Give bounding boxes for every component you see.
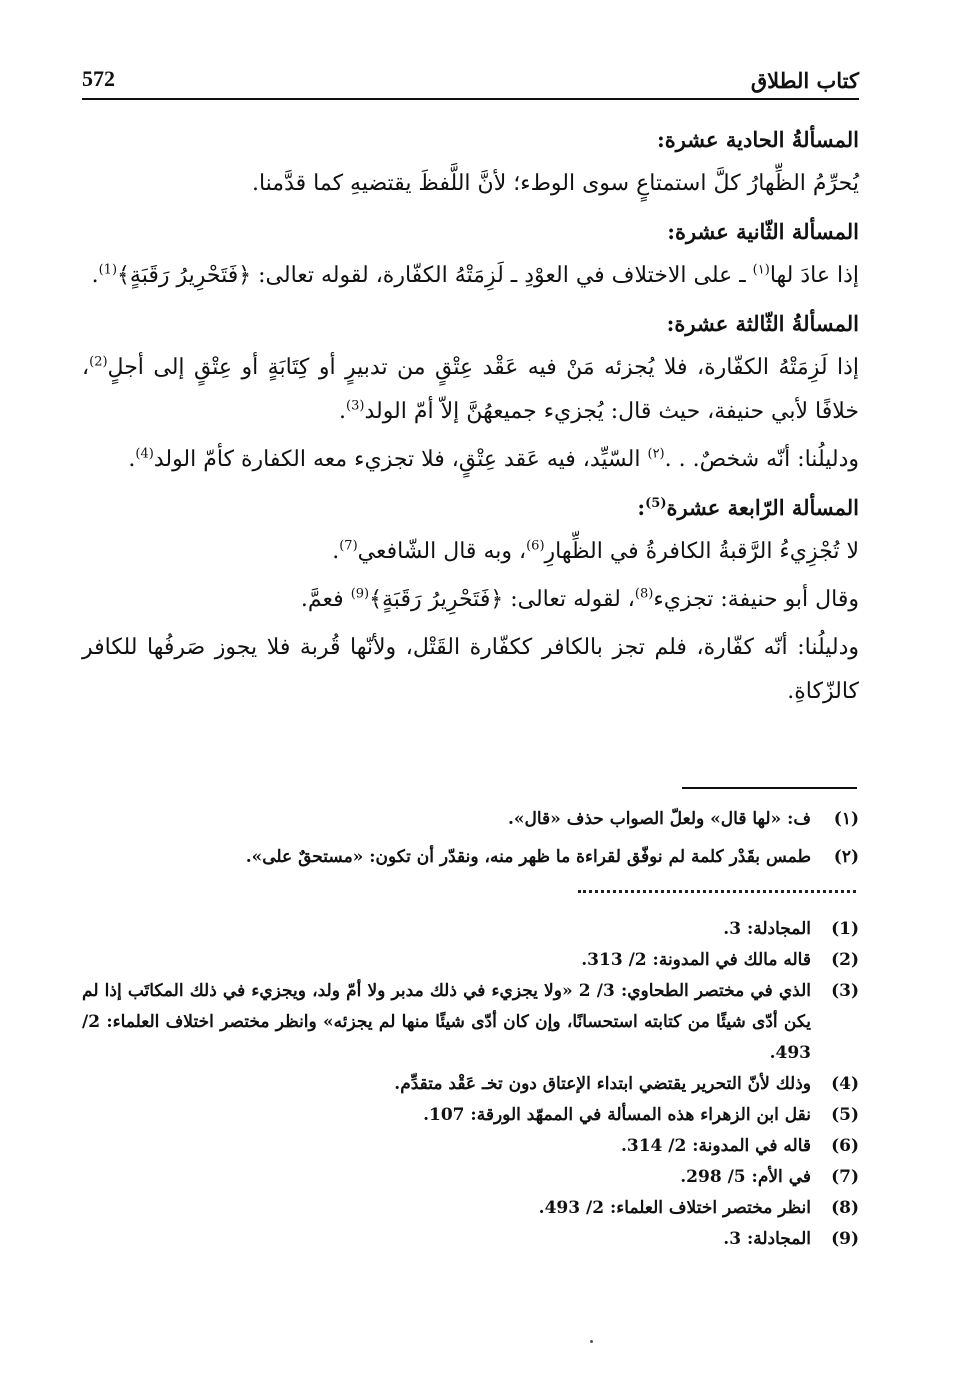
paragraph-13-text-a: إذا لَزِمَتْهُ الكفّارة، فلا يُجزئه مَنْ فيه عَقْد عِتْقٍ من تدبيرٍ أو كِتَابَةٍ أو عِتْقٍ إلى أجلٍ [107, 355, 859, 380]
footnote-number: (3) [831, 981, 859, 1001]
section-heading-13: المسألةُ الثّالثة عشرة: [666, 311, 859, 336]
footnote [82, 1193, 859, 1224]
footnote [82, 1100, 859, 1131]
footnote [82, 1224, 859, 1255]
paragraph-11: يُحرِّمُ الظِّهارُ كلَّ استمتاعٍ سوى الوطء؛ لأنَّ اللَّفظَ يقتضيهِ كما قدَّمنا. [251, 171, 859, 196]
footnote-ref-3: (3) [346, 398, 365, 414]
section-heading-11: المسألةُ الحادية عشرة: [656, 127, 859, 152]
footnote-number: (1) [831, 919, 859, 939]
editor-note-text: ف: «لها قال» ولعلّ الصواب حذف «قال». [507, 809, 811, 829]
abu-hanifa-text-c: فعمَّ. [300, 587, 351, 612]
editor-notes-rule [682, 787, 857, 789]
footnote-number: (8) [831, 1198, 859, 1218]
footnote-ref-6: (6) [526, 538, 545, 554]
footnote-number: (4) [831, 1074, 859, 1094]
footnote-text: قاله مالك في المدونة: 2/ 313. [581, 950, 811, 970]
scan-speck [590, 1340, 593, 1343]
editor-note-number: (٢) [833, 847, 859, 867]
section-heading-14 [82, 486, 859, 530]
editor-note [82, 800, 859, 838]
paragraph-14-text-a: لا تُجْزِيءُ الرَّقبةُ الكافرةُ في الظِّهارِ [544, 539, 859, 564]
paragraph-14-proof: ودليلُنا: أنّه كفّارة، فلم تجز بالكافر ككفّارة القَتْل، ولأنّها قُربة فلا يجوز صَرفُها للكافر كالزّكاةِ. [82, 635, 860, 704]
footnote-text: المجادلة: 3. [723, 919, 811, 939]
paragraph-14 [82, 530, 859, 574]
paragraph-14-text-c: . [332, 539, 340, 564]
paragraph-12-text-a: إذا عادَ لها [769, 263, 859, 288]
paragraph-14-text-b: ، وبه قال الشّافعي [357, 539, 527, 564]
section-heading-12: المسألة الثّانية عشرة: [667, 219, 859, 244]
footnote [82, 945, 859, 976]
footnote-number: (7) [831, 1167, 859, 1187]
paragraph-13-proof [82, 438, 859, 482]
editor-notes [82, 800, 859, 876]
footnote-ref-9: (9) [350, 586, 370, 602]
footnote-number: (2) [831, 950, 859, 970]
section-heading-14-text: المسألة الرّابعة عشرة [666, 495, 859, 520]
proof-text-b: السّيِّد، فيه عَقد عِتْقٍ، فلا تجزيء معه الكفارة كأمّ الولد [153, 447, 648, 472]
footnote-text: نقل ابن الزهراء هذه المسألة في الممهّد الورقة: 107. [423, 1105, 811, 1125]
paragraph-12-text-c: . [91, 263, 99, 288]
footnote-text: المجادلة: 3. [723, 1229, 811, 1249]
abu-hanifa-text-a: وقال أبو حنيفة: تجزيء [653, 587, 859, 612]
paragraph-14-abu-hanifa [82, 578, 859, 622]
proof-text-c: . [128, 447, 136, 472]
paragraph-13-text-c: . [339, 399, 346, 424]
footnote [82, 914, 859, 945]
page-header [82, 60, 859, 100]
header-rule [82, 98, 859, 100]
editor-note [82, 838, 859, 876]
footnote [82, 1162, 859, 1193]
abu-hanifa-text-b: ، لقوله تعالى: ﴿فَتَحْرِيرُ رَقَبَةٍ﴾ [369, 587, 635, 612]
footnote-ref-7: (7) [339, 538, 358, 554]
footnote-text: في الأم: 5/ 298. [680, 1167, 811, 1187]
page-number: 572 [82, 66, 115, 91]
proof-text-a: ودليلُنا: أنّه شخصٌ. . . [664, 447, 859, 472]
paragraph-13 [82, 346, 859, 434]
footnote-text: انظر مختصر اختلاف العلماء: 2/ 493. [538, 1198, 811, 1218]
footnote-ref-4: (4) [135, 446, 154, 462]
main-text [82, 118, 859, 718]
section-heading-14-colon: : [637, 495, 646, 520]
footnote [82, 1131, 859, 1162]
editor-note-ref-1: (١) [752, 262, 770, 278]
footnote-number: (9) [831, 1229, 859, 1249]
footnote [82, 976, 859, 1069]
paragraph-12 [82, 254, 859, 298]
footnote-number: (5) [831, 1105, 859, 1125]
editor-note-ref-2: (٢) [647, 446, 665, 462]
paragraph-13-text-b: ، خلافًا لأبي حنيفة، حيث قال: يُجزيء جميعهُنَّ إلاّ أمّ الولد [82, 355, 859, 424]
footnote-text: قاله في المدونة: 2/ 314. [620, 1136, 811, 1156]
footnotes [82, 914, 859, 1255]
footnote-ref-5: (5) [645, 496, 667, 511]
editor-note-text: طمس بقَدْر كلمة لم نوفّق لقراءة ما ظهر منه، ونقدّر أن تكون: «مستحقٌ على». [245, 847, 811, 867]
footnote [82, 1069, 859, 1100]
footnote-ref-2: (2) [89, 354, 108, 370]
footnote-text: وذلك لأنّ التحرير يقتضي ابتداء الإعتاق دون تخـ عَقْد متقدِّم. [394, 1074, 811, 1094]
footnote-ref-1: (1) [98, 262, 118, 278]
footnote-number: (6) [831, 1136, 859, 1156]
footnote-ref-8: (8) [634, 586, 654, 602]
paragraph-12-text-b: ـ على الاختلاف في العوْدِ ـ لَزِمَتْهُ الكفّارة، لقوله تعالى: ﴿فَتَحْرِيرُ رَقَبَةٍ﴾ [117, 263, 753, 288]
editor-note-number: (١) [833, 809, 859, 829]
footnote-separator-dots [578, 890, 856, 893]
running-title: كتاب الطلاق [750, 68, 859, 93]
footnote-text: الذي في مختصر الطحاوي: 3/ 2 «ولا يجزيء في ذلك مدبر ولا أمّ ولد، ويجزيء في ذلك المكاتَب إذا لم يكن أدّى شيئًا من كتابته استحسانًا، وإن كان أدّى شيئًا منها لم يجزئه» وانظر مختصر اختلاف العلماء: 2/ 493. [82, 981, 811, 1063]
